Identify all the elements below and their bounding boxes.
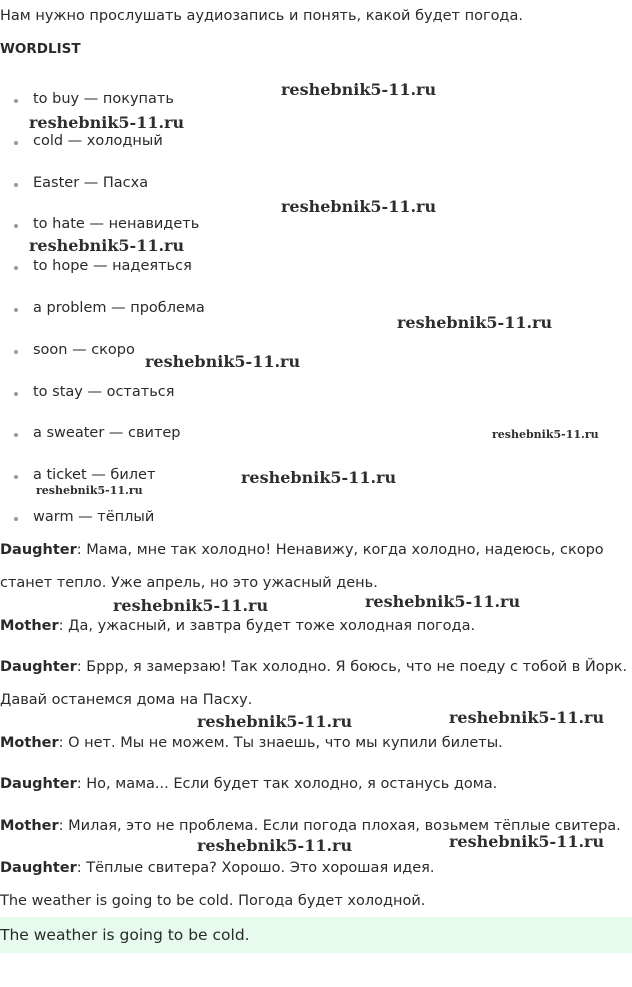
- watermark: reshebnik5-11.ru: [449, 832, 605, 851]
- dialogue-text: : Но, мама... Если будет так холодно, я останусь дома.: [76, 776, 498, 792]
- bullet-icon: [14, 224, 18, 228]
- dialogue-line: [0, 735, 503, 751]
- dialogue-line: станет тепло. Уже апрель, но это ужасный день.: [0, 575, 378, 591]
- watermark: reshebnik5-11.ru: [197, 836, 353, 855]
- speaker-name: Daughter: [0, 659, 77, 675]
- bullet-icon: [14, 392, 18, 396]
- wordlist-item: cold — холодный: [14, 133, 163, 149]
- watermark: reshebnik5-11.ru: [492, 428, 599, 441]
- bullet-icon: [14, 308, 18, 312]
- translation-line: The weather is going to be cold. Погода будет холодной.: [0, 893, 426, 909]
- bullet-icon: [14, 99, 18, 103]
- watermark: reshebnik5-11.ru: [29, 236, 185, 255]
- dialogue-line: [0, 860, 434, 876]
- watermark: reshebnik5-11.ru: [281, 80, 437, 99]
- bullet-icon: [14, 266, 18, 270]
- dialogue-text: : О нет. Мы не можем. Ты знаешь, что мы купили билеты.: [58, 735, 503, 751]
- wordlist-item: soon — скоро: [14, 342, 135, 358]
- bullet-icon: [14, 183, 18, 187]
- answer-text: The weather is going to be cold.: [0, 926, 250, 944]
- dialogue-line: Давай останемся дома на Пасху.: [0, 692, 253, 708]
- dialogue-line: [0, 776, 497, 792]
- speaker-name: Daughter: [0, 776, 77, 792]
- speaker-name: Mother: [0, 818, 59, 834]
- speaker-name: Mother: [0, 735, 59, 751]
- wordlist-item: to buy — покупать: [14, 91, 174, 107]
- intro-text: Нам нужно прослушать аудиозапись и понять, какой будет погода.: [0, 8, 523, 24]
- watermark: reshebnik5-11.ru: [197, 712, 353, 731]
- dialogue-text: : Мама, мне так холодно! Ненавижу, когда холодно, надеюсь, скоро: [76, 542, 604, 558]
- wordlist-item: a sweater — свитер: [14, 425, 181, 441]
- watermark: reshebnik5-11.ru: [145, 352, 301, 371]
- dialogue-text: : Бррр, я замерзаю! Так холодно. Я боюсь, что не поеду с тобой в Йорк.: [76, 659, 628, 675]
- dialogue-text: : Милая, это не проблема. Если погода плохая, возьмем тёплые свитера.: [58, 818, 621, 834]
- speaker-name: Daughter: [0, 542, 77, 558]
- speaker-name: Daughter: [0, 860, 77, 876]
- watermark: reshebnik5-11.ru: [281, 197, 437, 216]
- watermark: reshebnik5-11.ru: [29, 113, 185, 132]
- wordlist-item: to hate — ненавидеть: [14, 216, 199, 232]
- bullet-icon: [14, 475, 18, 479]
- dialogue-text: : Да, ужасный, и завтра будет тоже холодная погода.: [58, 618, 476, 634]
- wordlist-item: to hope — надеяться: [14, 258, 192, 274]
- wordlist-item: a ticket — билет: [14, 467, 155, 483]
- watermark: reshebnik5-11.ru: [241, 468, 397, 487]
- wordlist-item: Easter — Пасха: [14, 175, 148, 191]
- dialogue-text: : Тёплые свитера? Хорошо. Это хорошая идея.: [76, 860, 435, 876]
- bullet-icon: [14, 141, 18, 145]
- watermark: reshebnik5-11.ru: [113, 596, 269, 615]
- answer-box: [0, 917, 632, 953]
- wordlist-item: to stay — остаться: [14, 384, 174, 400]
- wordlist-heading: WORDLIST: [0, 41, 81, 57]
- dialogue-line: [0, 618, 475, 634]
- dialogue-line: [0, 542, 604, 558]
- bullet-icon: [14, 433, 18, 437]
- watermark: reshebnik5-11.ru: [36, 484, 143, 497]
- watermark: reshebnik5-11.ru: [449, 708, 605, 727]
- wordlist-item: a problem — проблема: [14, 300, 205, 316]
- speaker-name: Mother: [0, 618, 59, 634]
- bullet-icon: [14, 350, 18, 354]
- wordlist-item: warm — тёплый: [14, 509, 154, 525]
- watermark: reshebnik5-11.ru: [365, 592, 521, 611]
- dialogue-line: [0, 659, 627, 675]
- bullet-icon: [14, 517, 18, 521]
- watermark: reshebnik5-11.ru: [397, 313, 553, 332]
